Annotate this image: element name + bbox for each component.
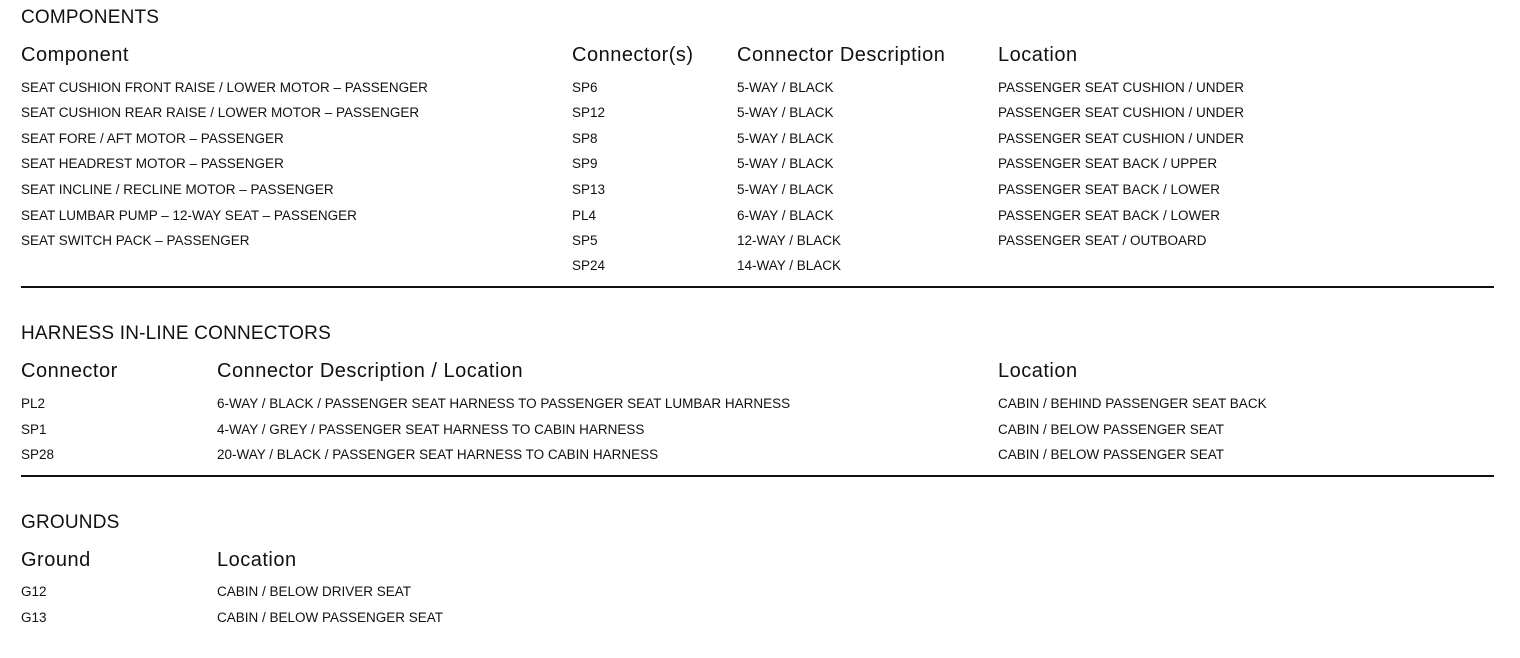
components-title: COMPONENTS bbox=[21, 7, 160, 28]
harness-title: HARNESS IN-LINE CONNECTORS bbox=[21, 323, 331, 344]
component-connector: SP6 bbox=[572, 80, 598, 95]
components-header-component: Component bbox=[21, 44, 129, 66]
component-connector-description: 5-WAY / BLACK bbox=[737, 156, 834, 171]
harness-location: CABIN / BEHIND PASSENGER SEAT BACK bbox=[998, 396, 1267, 411]
harness-connector: SP1 bbox=[21, 422, 47, 437]
component-connector-description: 5-WAY / BLACK bbox=[737, 182, 834, 197]
component-location: PASSENGER SEAT CUSHION / UNDER bbox=[998, 131, 1245, 146]
component-connector: SP13 bbox=[572, 182, 606, 197]
component-connector: SP8 bbox=[572, 131, 598, 146]
harness-connector: SP28 bbox=[21, 447, 55, 462]
grounds-title: GROUNDS bbox=[21, 512, 120, 533]
harness-header-location: Location bbox=[998, 360, 1078, 382]
harness-header-connector: Connector bbox=[21, 360, 118, 382]
component-connector: SP24 bbox=[572, 258, 606, 273]
component-connector-description: 5-WAY / BLACK bbox=[737, 131, 834, 146]
component-connector: PL4 bbox=[572, 208, 597, 223]
components-header-description: Connector Description bbox=[737, 44, 946, 66]
component-connector-description: 5-WAY / BLACK bbox=[737, 105, 834, 120]
ground-location: CABIN / BELOW DRIVER SEAT bbox=[217, 584, 412, 599]
harness-location: CABIN / BELOW PASSENGER SEAT bbox=[998, 422, 1225, 437]
component-connector: SP9 bbox=[572, 156, 598, 171]
component-name: SEAT HEADREST MOTOR – PASSENGER bbox=[21, 156, 284, 171]
component-connector: SP5 bbox=[572, 233, 598, 248]
component-location: PASSENGER SEAT BACK / LOWER bbox=[998, 208, 1221, 223]
harness-description: 4-WAY / GREY / PASSENGER SEAT HARNESS TO CABIN HARNESS bbox=[217, 422, 645, 437]
component-connector: SP12 bbox=[572, 105, 606, 120]
component-location: PASSENGER SEAT / OUTBOARD bbox=[998, 233, 1207, 248]
components-header-connectors: Connector(s) bbox=[572, 44, 694, 66]
ground-id: G12 bbox=[21, 584, 47, 599]
grounds-header-location: Location bbox=[217, 549, 297, 571]
component-connector-description: 5-WAY / BLACK bbox=[737, 80, 834, 95]
component-location: PASSENGER SEAT CUSHION / UNDER bbox=[998, 80, 1245, 95]
harness-description: 20-WAY / BLACK / PASSENGER SEAT HARNESS TO CABIN HARNESS bbox=[217, 447, 659, 462]
component-location: PASSENGER SEAT CUSHION / UNDER bbox=[998, 105, 1245, 120]
component-connector-description: 12-WAY / BLACK bbox=[737, 233, 842, 248]
component-connector-description: 14-WAY / BLACK bbox=[737, 258, 842, 273]
component-name: SEAT CUSHION FRONT RAISE / LOWER MOTOR – PASSENGER bbox=[21, 80, 428, 95]
ground-location: CABIN / BELOW PASSENGER SEAT bbox=[217, 610, 444, 625]
harness-header-description: Connector Description / Location bbox=[217, 360, 524, 382]
component-name: SEAT CUSHION REAR RAISE / LOWER MOTOR – PASSENGER bbox=[21, 105, 420, 120]
component-location: PASSENGER SEAT BACK / UPPER bbox=[998, 156, 1218, 171]
section-divider bbox=[21, 475, 1494, 477]
ground-id: G13 bbox=[21, 610, 47, 625]
components-header-location: Location bbox=[998, 44, 1078, 66]
component-name: SEAT INCLINE / RECLINE MOTOR – PASSENGER bbox=[21, 182, 334, 197]
harness-description: 6-WAY / BLACK / PASSENGER SEAT HARNESS TO PASSENGER SEAT LUMBAR HARNESS bbox=[217, 396, 791, 411]
component-name: SEAT LUMBAR PUMP – 12-WAY SEAT – PASSENGER bbox=[21, 208, 357, 223]
component-name: SEAT FORE / AFT MOTOR – PASSENGER bbox=[21, 131, 284, 146]
section-divider bbox=[21, 286, 1494, 288]
component-connector-description: 6-WAY / BLACK bbox=[737, 208, 834, 223]
component-location: PASSENGER SEAT BACK / LOWER bbox=[998, 182, 1221, 197]
harness-connector: PL2 bbox=[21, 396, 46, 411]
component-name: SEAT SWITCH PACK – PASSENGER bbox=[21, 233, 250, 248]
grounds-header-ground: Ground bbox=[21, 549, 91, 571]
harness-location: CABIN / BELOW PASSENGER SEAT bbox=[998, 447, 1225, 462]
